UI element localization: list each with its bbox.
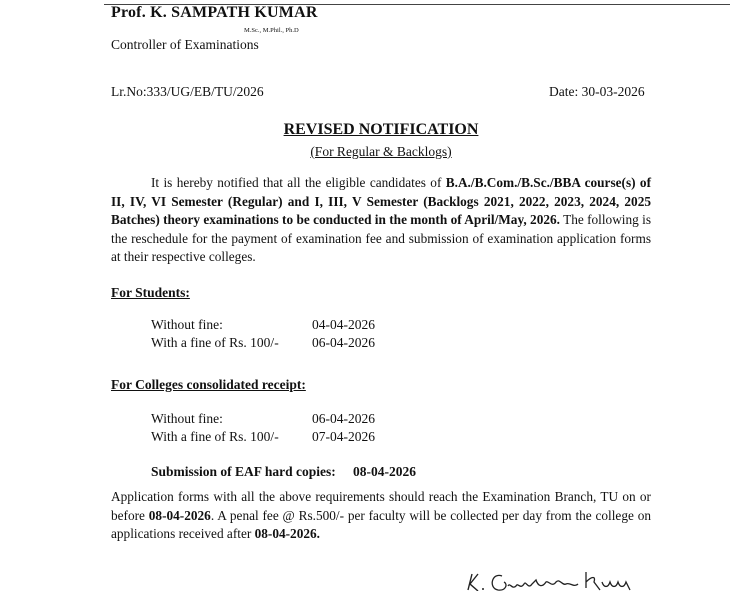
intro-bold-courses: B.A./B.Com./B.Sc./BBA course(s) of II, IV, VI Semester (Regular) and I, III, V Semester (Backlogs 2021, 2022, 2023, 2024, 2025 Batches) theory examinations to be conducted in the month of April/May, 2026. xyxy=(111,175,652,228)
colleges-row-label: With a fine of Rs. 100/- xyxy=(151,429,279,444)
issuer-designation: Controller of Examinations xyxy=(111,37,259,52)
intro-paragraph xyxy=(111,174,651,267)
intro-text-1: It is hereby notified that all the eligible candidates of xyxy=(151,175,446,190)
notification-subtitle: (For Regular & Backlogs) xyxy=(310,144,452,159)
signature xyxy=(462,560,642,591)
issuer-degrees: M.Sc., M.Phil., Ph.D xyxy=(244,27,299,34)
students-heading: For Students: xyxy=(111,285,190,300)
colleges-row-value: 06-04-2026 xyxy=(312,411,375,426)
colleges-heading: For Colleges consolidated receipt: xyxy=(111,377,306,392)
closing-bold-date-2: 08-04-2026. xyxy=(254,526,320,542)
closing-text-1: Application forms with all the above requirements should reach the Examination Branch, TU on or before xyxy=(111,489,651,523)
students-row-label: With a fine of Rs. 100/- xyxy=(151,335,279,350)
closing-bold-date-1: 08-04-2026 xyxy=(148,507,211,523)
colleges-row-label: Without fine: xyxy=(151,411,223,426)
closing-paragraph xyxy=(111,488,651,544)
notification-title: REVISED NOTIFICATION xyxy=(283,121,479,138)
intro-text-2: The following is the reschedule for the payment of examination fee and submission of examination application forms at their respective colleges. xyxy=(111,212,652,265)
submission-label: Submission of EAF hard copies: xyxy=(151,464,336,479)
closing-text-2: . A penal fee @ Rs.500/- per faculty will be collected per day from the college on applications received after xyxy=(111,507,651,542)
reference-number: Lr.No:333/UG/EB/TU/2026 xyxy=(111,84,264,99)
colleges-row-value: 07-04-2026 xyxy=(312,429,375,444)
submission-date: 08-04-2026 xyxy=(353,464,416,479)
students-row-label: Without fine: xyxy=(151,317,223,332)
issuer-name: Prof. K. SAMPATH KUMAR xyxy=(111,4,318,21)
notification-date: Date: 30-03-2026 xyxy=(549,84,645,99)
students-row-value: 04-04-2026 xyxy=(312,317,375,332)
students-row-value: 06-04-2026 xyxy=(312,335,375,350)
